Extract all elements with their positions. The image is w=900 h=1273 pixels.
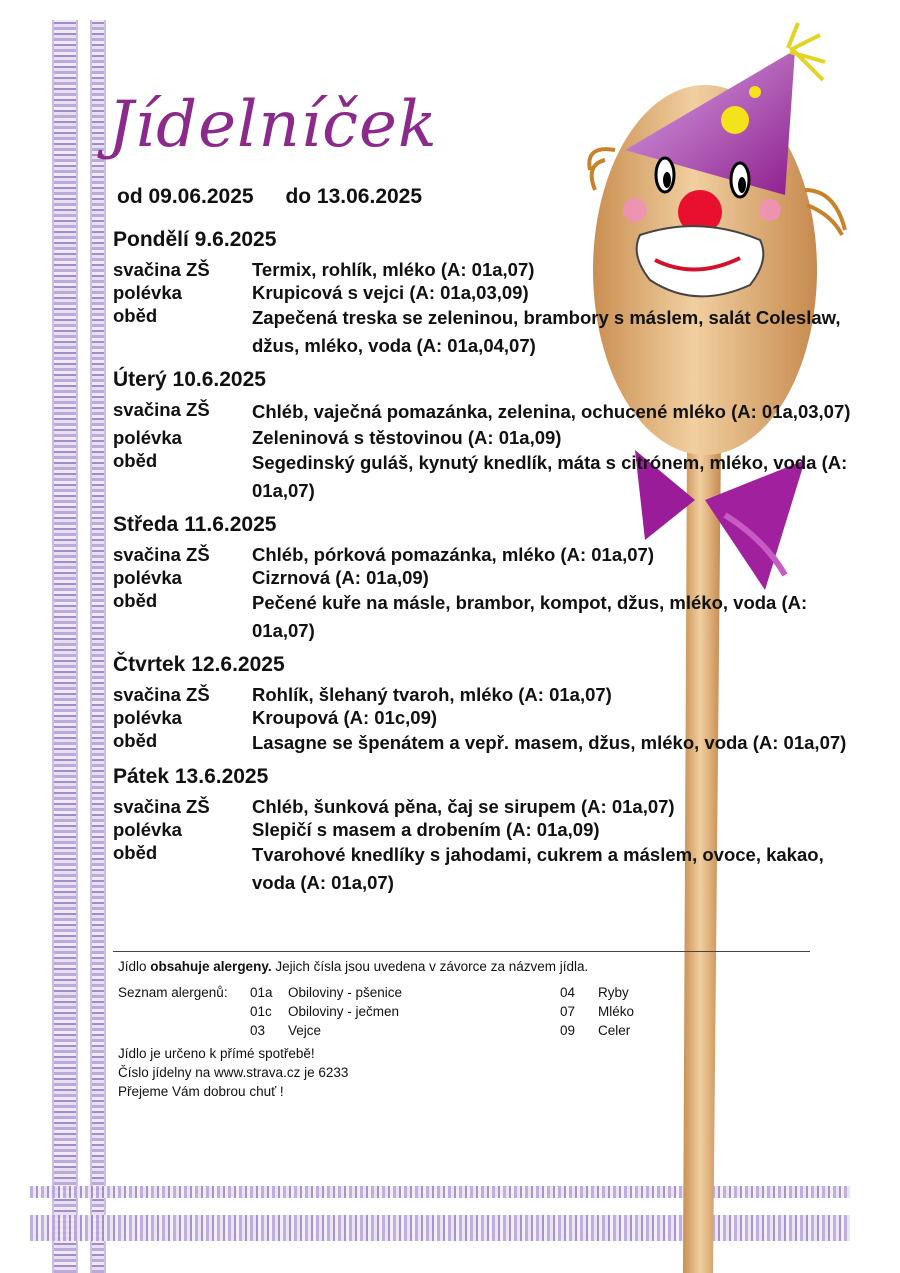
meal-label: oběd — [113, 842, 158, 863]
menu-row-soup — [113, 426, 853, 449]
menu-row-snack — [113, 398, 853, 426]
date-to: do 13.06.2025 — [285, 185, 423, 208]
footer-line: Přejeme Vám dobrou chuť ! — [118, 1084, 284, 1099]
meal-text: Rohlík, šlehaný tvaroh, mléko (A: 01a,07) — [252, 684, 612, 705]
date-range — [117, 185, 448, 209]
day-heading: Středa 11.6.2025 — [113, 513, 277, 536]
meal-label: svačina ZŠ — [113, 684, 210, 705]
meal-text: Termix, rohlík, mléko (A: 01a,07) — [252, 259, 535, 280]
allergen-code: 07 — [560, 1004, 576, 1019]
allergen-notice — [118, 957, 588, 976]
day-heading: Pondělí 9.6.2025 — [113, 228, 277, 251]
day-tuesday — [113, 368, 853, 505]
allergen-item — [560, 1002, 634, 1021]
meal-label: polévka — [113, 819, 182, 840]
meal-text: Kroupová (A: 01c,09) — [252, 707, 438, 728]
meal-text: Krupicová s vejci (A: 01a,03,09) — [252, 282, 529, 303]
allergen-name: Celer — [598, 1023, 631, 1038]
meal-text: Segedinský guláš, kynutý knedlík, máta s citrónem, mléko, voda (A: 01a,07) — [252, 452, 848, 501]
allergen-name: Vejce — [288, 1023, 322, 1038]
meal-label: oběd — [113, 590, 158, 611]
meal-text: Chléb, vaječná pomazánka, zelenina, ochucené mléko (A: 01a,03,07) — [252, 401, 851, 422]
menu-row-soup — [113, 818, 853, 841]
meal-label: svačina ZŠ — [113, 259, 210, 280]
meal-text: Lasagne se špenátem a vepř. masem, džus, mléko, voda (A: 01a,07) — [252, 732, 847, 753]
allergen-code: 01a — [250, 985, 273, 1000]
menu-row-snack — [113, 795, 853, 818]
allergen-list-label: Seznam alergenů: — [118, 985, 228, 1000]
allergen-item — [560, 1021, 630, 1040]
menu-row-snack — [113, 683, 853, 706]
legend-bold: obsahuje alergeny. — [150, 959, 272, 974]
meal-text: Zeleninová s těstovinou (A: 01a,09) — [252, 427, 562, 448]
allergen-name: Obiloviny - ječmen — [288, 1004, 400, 1019]
menu-row-lunch — [113, 729, 853, 757]
footer-line: Jídlo je určeno k přímé spotřebě! — [118, 1046, 315, 1061]
page-title: Jídelníček — [108, 88, 438, 162]
allergen-item — [560, 983, 629, 1002]
meal-text: Zapečená treska se zeleninou, brambory s máslem, salát Coleslaw, džus, mléko, voda (A: 01a,04,07) — [252, 307, 841, 356]
day-wednesday — [113, 513, 853, 645]
day-heading: Pátek 13.6.2025 — [113, 765, 269, 788]
legend-text: Jídlo — [118, 959, 151, 974]
menu-row-soup — [113, 706, 853, 729]
allergen-item — [250, 1021, 321, 1040]
meal-text: Tvarohové knedlíky s jahodami, cukrem a máslem, ovoce, kakao, voda (A: 01a,07) — [252, 844, 824, 893]
footer-notes — [118, 1044, 348, 1101]
menu-row-soup — [113, 566, 853, 589]
menu-row-soup — [113, 281, 853, 304]
allergen-item — [250, 983, 402, 1002]
meal-text: Slepičí s masem a drobením (A: 01a,09) — [252, 819, 600, 840]
meal-label: svačina ZŠ — [113, 544, 210, 565]
allergen-code: 09 — [560, 1023, 576, 1038]
menu-row-snack — [113, 543, 853, 566]
allergen-name: Ryby — [598, 985, 629, 1000]
meal-text: Pečené kuře na másle, brambor, kompot, džus, mléko, voda (A: 01a,07) — [252, 592, 808, 641]
meal-text: Chléb, šunková pěna, čaj se sirupem (A: 01a,07) — [252, 796, 675, 817]
date-from: od 09.06.2025 — [117, 185, 254, 208]
footer-line: Číslo jídelny na www.strava.cz je 6233 — [118, 1065, 349, 1080]
meal-label: polévka — [113, 567, 182, 588]
meal-label: svačina ZŠ — [113, 796, 210, 817]
meal-label: polévka — [113, 707, 182, 728]
divider — [113, 951, 810, 952]
legend-text: Jejich čísla jsou uvedena v závorce za názvem jídla. — [271, 959, 589, 974]
weekly-menu — [113, 228, 853, 905]
meal-label: polévka — [113, 282, 182, 303]
allergen-code: 04 — [560, 985, 576, 1000]
day-monday — [113, 228, 853, 360]
allergen-code: 03 — [250, 1023, 266, 1038]
allergen-item — [250, 1002, 399, 1021]
menu-row-lunch — [113, 304, 853, 360]
day-heading: Čtvrtek 12.6.2025 — [113, 653, 285, 676]
ribbon-left-inner — [90, 20, 106, 1273]
meal-label: oběd — [113, 450, 158, 471]
allergen-code: 01c — [250, 1004, 272, 1019]
allergen-name: Obiloviny - pšenice — [288, 985, 403, 1000]
allergen-name: Mléko — [598, 1004, 635, 1019]
menu-row-snack — [113, 258, 853, 281]
day-friday — [113, 765, 853, 897]
meal-text: Chléb, pórková pomazánka, mléko (A: 01a,07) — [252, 544, 654, 565]
meal-label: oběd — [113, 305, 158, 326]
meal-label: polévka — [113, 427, 182, 448]
meal-label: oběd — [113, 730, 158, 751]
day-thursday — [113, 653, 853, 757]
ribbon-left-outer — [52, 20, 78, 1273]
day-heading: Úterý 10.6.2025 — [113, 368, 266, 391]
menu-row-lunch — [113, 589, 853, 645]
meal-text: Cizrnová (A: 01a,09) — [252, 567, 429, 588]
menu-row-lunch — [113, 841, 853, 897]
meal-label: svačina ZŠ — [113, 399, 210, 420]
menu-row-lunch — [113, 449, 853, 505]
